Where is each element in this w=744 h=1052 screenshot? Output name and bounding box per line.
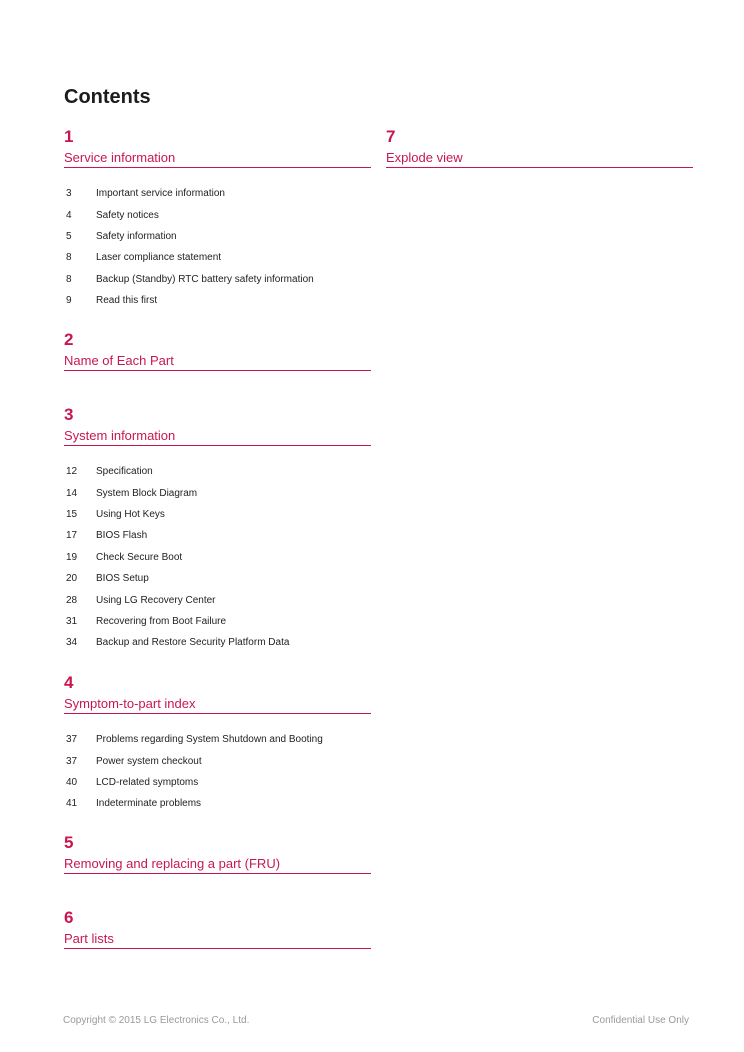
- section-title[interactable]: Symptom-to-part index: [64, 696, 371, 714]
- toc-entry[interactable]: [64, 611, 371, 632]
- section-service-information: [64, 127, 371, 311]
- toc-entry[interactable]: [64, 772, 371, 793]
- toc-entry[interactable]: [64, 482, 371, 503]
- entry-title: Important service information: [96, 188, 225, 200]
- entry-page: 37: [66, 755, 78, 767]
- section-removing-and-replacing: [64, 833, 371, 874]
- section-title[interactable]: Part lists: [64, 931, 371, 949]
- section-part-lists: [64, 908, 371, 949]
- entry-list: [64, 183, 371, 311]
- entry-title: Safety information: [96, 230, 177, 242]
- entry-title: Backup and Restore Security Platform Data: [96, 637, 290, 649]
- entry-title: BIOS Setup: [96, 573, 149, 585]
- section-symptom-to-part-index: [64, 673, 371, 815]
- entry-page: 41: [66, 798, 78, 810]
- section-number: 7: [386, 127, 396, 146]
- footer-notice: Confidential Use Only: [592, 1015, 689, 1026]
- entry-page: 8: [66, 273, 72, 285]
- section-title[interactable]: Service information: [64, 150, 371, 168]
- entry-page: 37: [66, 734, 78, 746]
- entry-page: 12: [66, 466, 78, 478]
- section-number: 4: [64, 673, 74, 692]
- section-name-of-each-part: [64, 330, 371, 371]
- section-title[interactable]: System information: [64, 428, 371, 446]
- entry-page: 8: [66, 252, 72, 264]
- toc-entry[interactable]: [64, 729, 371, 750]
- entry-title: BIOS Flash: [96, 530, 148, 542]
- toc-entry[interactable]: [64, 793, 371, 814]
- entry-title: Using Hot Keys: [96, 508, 165, 520]
- section-explode-view: [386, 127, 693, 168]
- section-title[interactable]: Explode view: [386, 150, 693, 168]
- toc-entry[interactable]: [64, 589, 371, 610]
- section-system-information: [64, 405, 371, 654]
- entry-page: 17: [66, 530, 78, 542]
- section-number: 2: [64, 330, 74, 349]
- toc-entry[interactable]: [64, 183, 371, 204]
- entry-page: 20: [66, 573, 78, 585]
- toc-entry[interactable]: [64, 750, 371, 771]
- entry-title: System Block Diagram: [96, 487, 198, 499]
- entry-title: Indeterminate problems: [96, 798, 202, 810]
- toc-entry[interactable]: [64, 269, 371, 290]
- toc-entry[interactable]: [64, 204, 371, 225]
- entry-list: [64, 729, 371, 815]
- entry-page: 3: [66, 188, 72, 200]
- section-number: 1: [64, 127, 74, 146]
- toc-entry[interactable]: [64, 247, 371, 268]
- toc-entry[interactable]: [64, 226, 371, 247]
- toc-entry[interactable]: [64, 525, 371, 546]
- entry-page: 14: [66, 487, 78, 499]
- section-title[interactable]: Removing and replacing a part (FRU): [64, 856, 371, 874]
- entry-title: Problems regarding System Shutdown and Booting: [96, 734, 323, 746]
- entry-title: Specification: [96, 466, 153, 478]
- entry-page: 9: [66, 295, 72, 307]
- entry-page: 34: [66, 637, 78, 649]
- entry-list: [64, 461, 371, 654]
- page-title: Contents: [64, 86, 151, 108]
- toc-entry[interactable]: [64, 290, 371, 311]
- section-number: 3: [64, 405, 74, 424]
- entry-title: Power system checkout: [96, 755, 202, 767]
- toc-entry[interactable]: [64, 632, 371, 653]
- footer-copyright: Copyright © 2015 LG Electronics Co., Ltd.: [63, 1015, 250, 1026]
- entry-page: 31: [66, 615, 78, 627]
- entry-page: 4: [66, 209, 72, 221]
- toc-entry[interactable]: [64, 568, 371, 589]
- entry-title: LCD-related symptoms: [96, 776, 199, 788]
- entry-title: Safety notices: [96, 209, 159, 221]
- toc-entry[interactable]: [64, 547, 371, 568]
- entry-title: Check Secure Boot: [96, 551, 183, 563]
- entry-page: 28: [66, 594, 78, 606]
- entry-page: 40: [66, 776, 78, 788]
- entry-title: Recovering from Boot Failure: [96, 615, 227, 627]
- entry-title: Read this first: [96, 295, 158, 307]
- entry-page: 19: [66, 551, 78, 563]
- toc-entry[interactable]: [64, 504, 371, 525]
- entry-title: Laser compliance statement: [96, 252, 222, 264]
- entry-page: 15: [66, 508, 78, 520]
- toc-entry[interactable]: [64, 461, 371, 482]
- section-title[interactable]: Name of Each Part: [64, 353, 371, 371]
- entry-page: 5: [66, 230, 72, 242]
- entry-title: Using LG Recovery Center: [96, 594, 216, 606]
- entry-title: Backup (Standby) RTC battery safety information: [96, 273, 314, 285]
- section-number: 6: [64, 908, 74, 927]
- section-number: 5: [64, 833, 74, 852]
